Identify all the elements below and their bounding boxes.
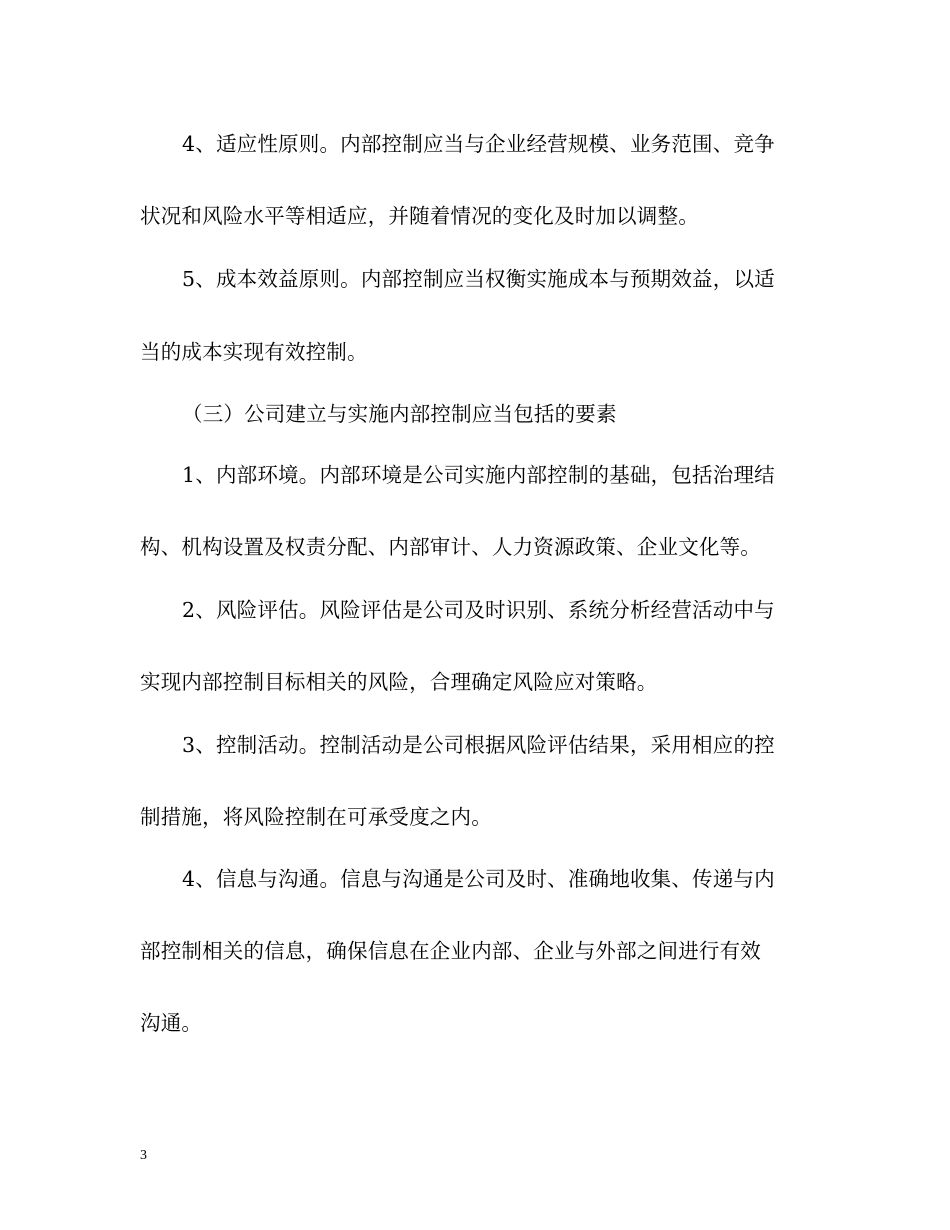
paragraph-line: 4、信息与沟通。信息与沟通是公司及时、准确地收集、传递与内 <box>182 867 775 891</box>
paragraph-line: 4、适应性原则。内部控制应当与企业经营规模、业务范围、竞争 <box>182 132 775 156</box>
section-heading: （三）公司建立与实施内部控制应当包括的要素 <box>182 402 617 426</box>
paragraph-line: 构、机构设置及权责分配、内部审计、人力资源政策、企业文化等。 <box>140 535 761 559</box>
paragraph-line: 制措施，将风险控制在可承受度之内。 <box>140 805 492 829</box>
paragraph-line: 2、风险评估。风险评估是公司及时识别、系统分析经营活动中与 <box>182 598 775 622</box>
paragraph-line: 当的成本实现有效控制。 <box>140 340 368 364</box>
paragraph-line: 沟通。 <box>140 1011 203 1035</box>
paragraph-line: 状况和风险水平等相适应，并随着情况的变化及时加以调整。 <box>140 204 699 228</box>
paragraph-line: 3、控制活动。控制活动是公司根据风险评估结果，采用相应的控 <box>182 733 775 757</box>
paragraph-line: 1、内部环境。内部环境是公司实施内部控制的基础，包括治理结 <box>182 463 775 487</box>
paragraph-line: 实现内部控制目标相关的风险，合理确定风险应对策略。 <box>140 670 658 694</box>
page-number: 3 <box>140 1148 147 1163</box>
paragraph-line: 部控制相关的信息，确保信息在企业内部、企业与外部之间进行有效 <box>140 939 761 963</box>
paragraph-line: 5、成本效益原则。内部控制应当权衡实施成本与预期效益，以适 <box>182 267 775 291</box>
